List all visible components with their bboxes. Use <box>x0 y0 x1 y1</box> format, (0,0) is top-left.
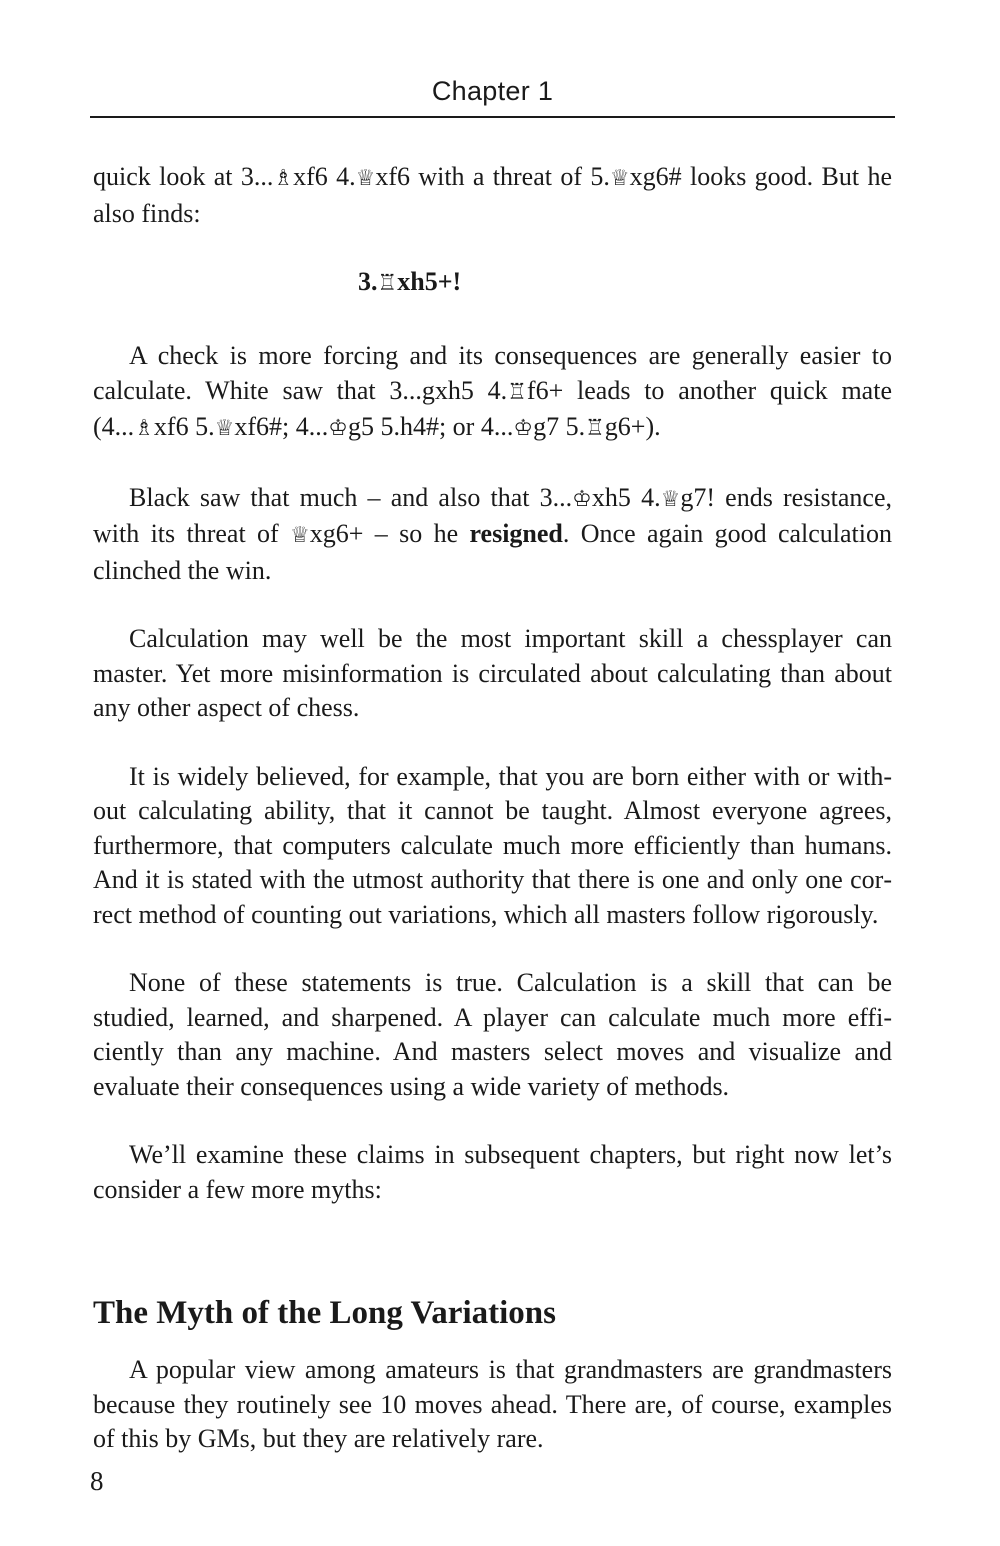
bishop-icon: ♗ <box>273 166 294 191</box>
header-rule <box>90 116 895 118</box>
text: xg6+ – so he <box>309 519 470 548</box>
page-body <box>93 160 892 1491</box>
queen-icon: ♕ <box>355 166 376 191</box>
text: g7 5. <box>533 412 586 441</box>
king-icon: ♔ <box>328 416 348 441</box>
paragraph-1 <box>93 160 892 231</box>
text: g7! ends resistance, with its threat of <box>93 482 893 548</box>
paragraph-7: We’ll examine these claims in subsequent chapters, but right now let’s consider a few more myths: <box>93 1140 892 1204</box>
text: xf6 4. <box>293 162 356 191</box>
rook-icon: ♖ <box>377 271 398 296</box>
text: xg6# looks good. But he also finds: <box>93 162 892 228</box>
text: xf6#; 4... <box>234 412 329 441</box>
paragraph-4: Calculation may well be the most important skill a chessplayer can master. Yet more misinformation is circulated about calculating than about any other aspect of chess. <box>93 624 892 722</box>
text: Black saw that much – and also that 3... <box>129 482 573 512</box>
text: f6+ leads to another quick mate (4... <box>93 375 892 441</box>
paragraph-8: A popular view among amateurs is that grandmasters are grandmasters because they routinely see 10 moves ahead. There are, of course, examples of this by GMs, but they are relatively rare. <box>93 1355 892 1453</box>
text: xf6 with a threat of 5. <box>375 162 610 191</box>
paragraph-5: It is widely believed, for example, that you are born either with or without calculating ability, that it cannot be taught. Almost everyone agrees, furthermore, that computers calculate much more efficiently than humans. And it is stated with the utmost authority that there is one and only one correct method of counting out variations, which all masters follow rigorously. <box>93 761 892 929</box>
text: quick look at 3... <box>93 162 274 191</box>
paragraph-6: None of these statements is true. Calculation is a skill that can be studied, learned, and sharpened. A player can calculate much more efficiently than any machine. And masters select moves and visualize and evaluate their consequences using a wide variety of methods. <box>93 968 892 1101</box>
bishop-icon: ♗ <box>134 416 154 441</box>
king-icon: ♔ <box>572 486 592 512</box>
queen-icon: ♕ <box>609 166 630 191</box>
queen-icon: ♕ <box>290 523 310 548</box>
king-icon: ♔ <box>513 416 534 441</box>
game-move <box>93 265 892 301</box>
queen-icon: ♕ <box>214 416 235 441</box>
paragraph-2 <box>93 339 892 447</box>
text: xf6 5. <box>153 412 215 441</box>
text: A check is more forcing and its consequences are generally easier to calculate. White saw that 3...gxh5 4. <box>93 341 892 405</box>
move-text: xh5+! <box>397 267 462 296</box>
rook-icon: ♖ <box>585 416 605 441</box>
queen-icon: ♕ <box>660 486 681 512</box>
bold-text: resigned <box>469 519 563 548</box>
text: g5 5.h4#; or 4... <box>347 412 514 441</box>
rook-icon: ♖ <box>507 379 527 405</box>
page-number: 8 <box>90 1466 104 1496</box>
section-heading: The Myth of the Long Variations <box>93 1295 556 1331</box>
text: g6+). <box>604 412 661 441</box>
paragraph-3 <box>93 481 892 589</box>
running-header: Chapter 1 <box>431 76 554 106</box>
text: xh5 4. <box>591 482 661 512</box>
move-number: 3. <box>358 267 378 296</box>
text: . Once again good calculation clinched the win. <box>93 519 893 585</box>
